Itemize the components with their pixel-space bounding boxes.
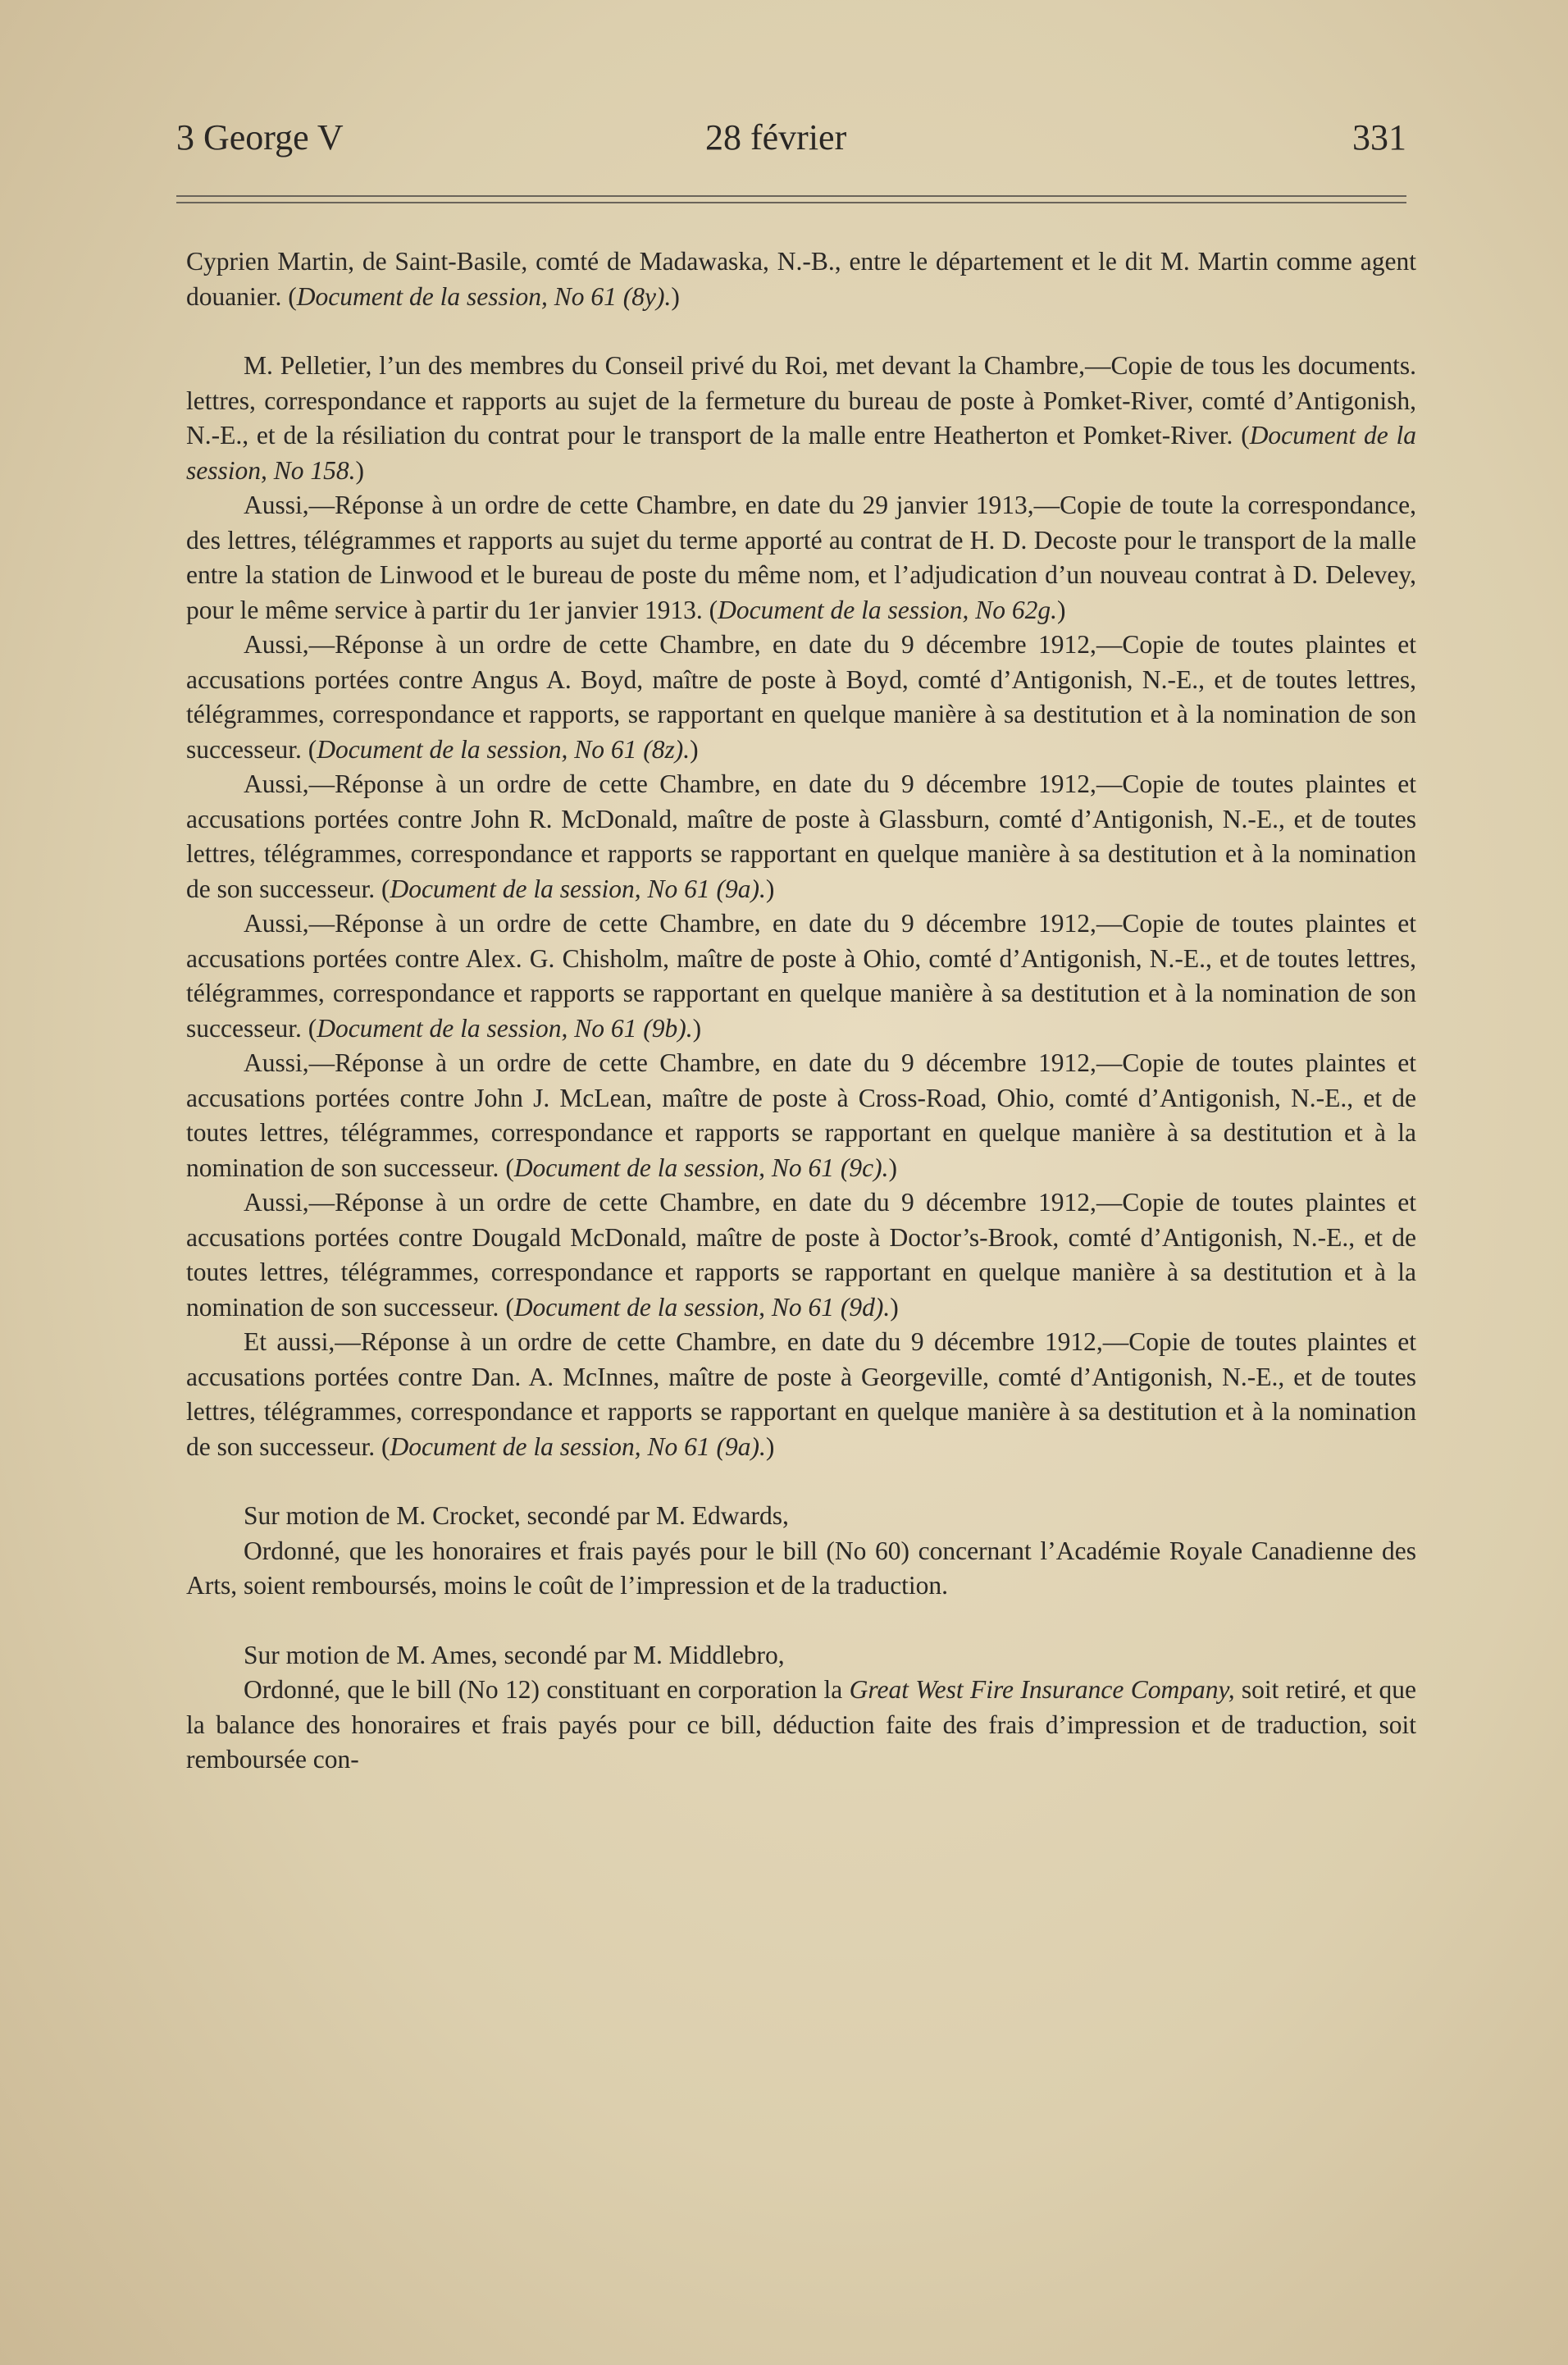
header-rule-top <box>176 195 1406 197</box>
paragraph-text: Ordonné, que les honoraires et frais payés pour le bill (No 60) concernant l’Académie Royale Canadienne des Arts, soient remboursés, moins le coût de l’impression et de la traduction. <box>186 1536 1416 1600</box>
italic-text: Great West Fire Insurance Company, <box>849 1675 1235 1704</box>
paragraph-text: Aussi,—Réponse à un ordre de cette Chambre, en date du 29 janvier 1913,—Copie de toute la correspondance, des lettres, télégrammes et rapports au sujet du terme apporté au contrat de H. D. Decoste pour le transport de la malle entre la station de Linwood et le bureau de poste du même nom, et l’adjudication d’un nouveau contrat à D. Delevey, pour le même service à partir du 1er janvier 1913. <box>186 491 1416 624</box>
header-date: 28 février <box>705 117 847 158</box>
paragraph: Aussi,—Réponse à un ordre de cette Chambre, en date du 9 décembre 1912,—Copie de toutes plaintes et accusations portées contre Dougald McDonald, maître de poste à Doctor’s-Brook, comté d’Antigonish, N.-E., et de toutes lettres, télégrammes, correspondance et rapports se rapportant en quelque manière à sa destitution et à la nomination de son successeur. (Document de la session, No 61 (9d).) <box>186 1188 1416 1322</box>
paragraph-text: Aussi,—Réponse à un ordre de cette Chambre, en date du 9 décembre 1912,—Copie de toutes plaintes et accusations portées contre John J. McLean, maître de poste à Cross-Road, Ohio, comté d’Antigonish, N.-E., et de toutes lettres, télégrammes, correspondance et rapports se rapportant en quelque manière à sa destitution et à la nomination de son successeur. <box>186 1048 1416 1182</box>
paragraph <box>186 1534 1416 1604</box>
paragraph: Et aussi,—Réponse à un ordre de cette Chambre, en date du 9 décembre 1912,—Copie de toutes plaintes et accusations portées contre Dan. A. McInnes, maître de poste à Georgeville, comté d’Antigonish, N.-E., et de toutes lettres, télégrammes, correspondance et rapports se rapportant en quelque manière à sa destitution et à la nomination de son successeur. (Document de la session, No 61 (9a).) <box>186 1327 1416 1461</box>
page-header <box>176 116 1406 166</box>
paragraph-text: Cyprien Martin, de Saint-Basile, comté de Madawaska, N.-B., entre le département et le dit M. Martin comme agent douanier. <box>186 247 1416 311</box>
session-document-reference: Document de la session, No 158. <box>186 421 1416 485</box>
session-document-reference: Document de la session, No 62g. <box>718 595 1057 624</box>
paragraph-text: Aussi,—Réponse à un ordre de cette Chambre, en date du 9 décembre 1912,—Copie de toutes plaintes et accusations portées contre Alex. G. Chisholm, maître de poste à Ohio, comté d’Antigonish, N.-E., et de toutes lettres, télégrammes, correspondance et rapports se rapportant en quelque manière à sa destitution et à la nomination de son successeur. <box>186 909 1416 1043</box>
paragraph-text: Aussi,—Réponse à un ordre de cette Chambre, en date du 9 décembre 1912,—Copie de toutes plaintes et accusations portées contre Angus A. Boyd, maître de poste à Boyd, comté d’Antigonish, N.-E., et de toutes lettres, télégrammes, correspondance et rapports, se rapportant en quelque manière à sa destitution et à la nomination de son successeur. <box>186 630 1416 764</box>
paragraph-text: soit retiré, et que la balance des honoraires et frais payés pour ce bill, déduction faite des frais d’impression et de traduction, soit remboursée con- <box>186 1675 1416 1774</box>
session-document-reference: Document de la session, No 61 (9d). <box>513 1292 891 1322</box>
session-document-reference: Document de la session, No 61 (9a). <box>390 874 766 903</box>
paragraph-spacer <box>186 1464 1416 1499</box>
session-document-reference: Document de la session, No 61 (9b). <box>317 1013 693 1043</box>
paragraph: M. Pelletier, l’un des membres du Conseil privé du Roi, met devant la Chambre,—Copie de tous les documents. lettres, correspondance et rapports au sujet de la fermeture du bureau de poste à Pomket-River, comté d’Antigonish, N.-E., et de la résiliation du contrat pour le transport de la malle entre Heatherton et Pomket-River. (Document de la session, No 158.) <box>186 351 1416 485</box>
paragraph <box>186 1673 1416 1778</box>
paragraph-text: M. Pelletier, l’un des membres du Conseil privé du Roi, met devant la Chambre,—Copie de tous les documents. lettres, correspondance et rapports au sujet de la fermeture du bureau de poste à Pomket-River, comté d’Antigonish, N.-E., et de la résiliation du contrat pour le transport de la malle entre Heatherton et Pomket-River. <box>186 351 1416 450</box>
session-document-reference: Document de la session, No 61 (9a). <box>390 1431 766 1461</box>
paragraph-text: Sur motion de M. Crocket, secondé par M. Edwards, <box>244 1501 789 1530</box>
paragraph <box>186 1499 1416 1534</box>
header-regnal-year: 3 George V <box>176 117 344 158</box>
paragraph: Aussi,—Réponse à un ordre de cette Chambre, en date du 9 décembre 1912,—Copie de toutes plaintes et accusations portées contre Alex. G. Chisholm, maître de poste à Ohio, comté d’Antigonish, N.-E., et de toutes lettres, télégrammes, correspondance et rapports se rapportant en quelque manière à sa destitution et à la nomination de son successeur. (Document de la session, No 61 (9b).) <box>186 909 1416 1043</box>
paragraph: Aussi,—Réponse à un ordre de cette Chambre, en date du 9 décembre 1912,—Copie de toutes plaintes et accusations portées contre Angus A. Boyd, maître de poste à Boyd, comté d’Antigonish, N.-E., et de toutes lettres, télégrammes, correspondance et rapports, se rapportant en quelque manière à sa destitution et à la nomination de son successeur. (Document de la session, No 61 (8z).) <box>186 630 1416 764</box>
document-body <box>186 244 1416 1778</box>
paragraph-text: Et aussi,—Réponse à un ordre de cette Chambre, en date du 9 décembre 1912,—Copie de toutes plaintes et accusations portées contre Dan. A. McInnes, maître de poste à Georgeville, comté d’Antigonish, N.-E., et de toutes lettres, télégrammes, correspondance et rapports se rapportant en quelque manière à sa destitution et à la nomination de son successeur. <box>186 1327 1416 1461</box>
paragraph <box>186 1638 1416 1673</box>
paragraph: Aussi,—Réponse à un ordre de cette Chambre, en date du 9 décembre 1912,—Copie de toutes plaintes et accusations portées contre John R. McDonald, maître de poste à Glassburn, comté d’Antigonish, N.-E., et de toutes lettres, télégrammes, correspondance et rapports se rapportant en quelque manière à sa destitution et à la nomination de son successeur. (Document de la session, No 61 (9a).) <box>186 769 1416 903</box>
paragraph-text: Aussi,—Réponse à un ordre de cette Chambre, en date du 9 décembre 1912,—Copie de toutes plaintes et accusations portées contre Dougald McDonald, maître de poste à Doctor’s-Brook, comté d’Antigonish, N.-E., et de toutes lettres, télégrammes, correspondance et rapports se rapportant en quelque manière à sa destitution et à la nomination de son successeur. <box>186 1188 1416 1322</box>
paragraph-text: Sur motion de M. Ames, secondé par M. Middlebro, <box>244 1640 785 1669</box>
paragraph: Cyprien Martin, de Saint-Basile, comté de Madawaska, N.-B., entre le département et le dit M. Martin comme agent douanier. (Document de la session, No 61 (8y).) <box>186 247 1416 311</box>
paragraph-text: Aussi,—Réponse à un ordre de cette Chambre, en date du 9 décembre 1912,—Copie de toutes plaintes et accusations portées contre John R. McDonald, maître de poste à Glassburn, comté d’Antigonish, N.-E., et de toutes lettres, télégrammes, correspondance et rapports se rapportant en quelque manière à sa destitution et à la nomination de son successeur. <box>186 769 1416 903</box>
session-document-reference: Document de la session, No 61 (9c). <box>513 1153 889 1182</box>
paragraph-spacer <box>186 1604 1416 1638</box>
paragraph: Aussi,—Réponse à un ordre de cette Chambre, en date du 29 janvier 1913,—Copie de toute la correspondance, des lettres, télégrammes et rapports au sujet du terme apporté au contrat de H. D. Decoste pour le transport de la malle entre la station de Linwood et le bureau de poste du même nom, et l’adjudication d’un nouveau contrat à D. Delevey, pour le même service à partir du 1er janvier 1913. (Document de la session, No 62g.) <box>186 491 1416 624</box>
page-number: 331 <box>1352 117 1406 158</box>
session-document-reference: Document de la session, No 61 (8z). <box>317 734 691 764</box>
paragraph-spacer <box>186 314 1416 349</box>
paragraph-text: Ordonné, que le bill (No 12) constituant en corporation la <box>244 1675 850 1704</box>
header-rule-bottom <box>176 202 1406 203</box>
session-document-reference: Document de la session, No 61 (8y). <box>296 281 672 311</box>
paragraph: Aussi,—Réponse à un ordre de cette Chambre, en date du 9 décembre 1912,—Copie de toutes plaintes et accusations portées contre John J. McLean, maître de poste à Cross-Road, Ohio, comté d’Antigonish, N.-E., et de toutes lettres, télégrammes, correspondance et rapports se rapportant en quelque manière à sa destitution et à la nomination de son successeur. (Document de la session, No 61 (9c).) <box>186 1048 1416 1182</box>
